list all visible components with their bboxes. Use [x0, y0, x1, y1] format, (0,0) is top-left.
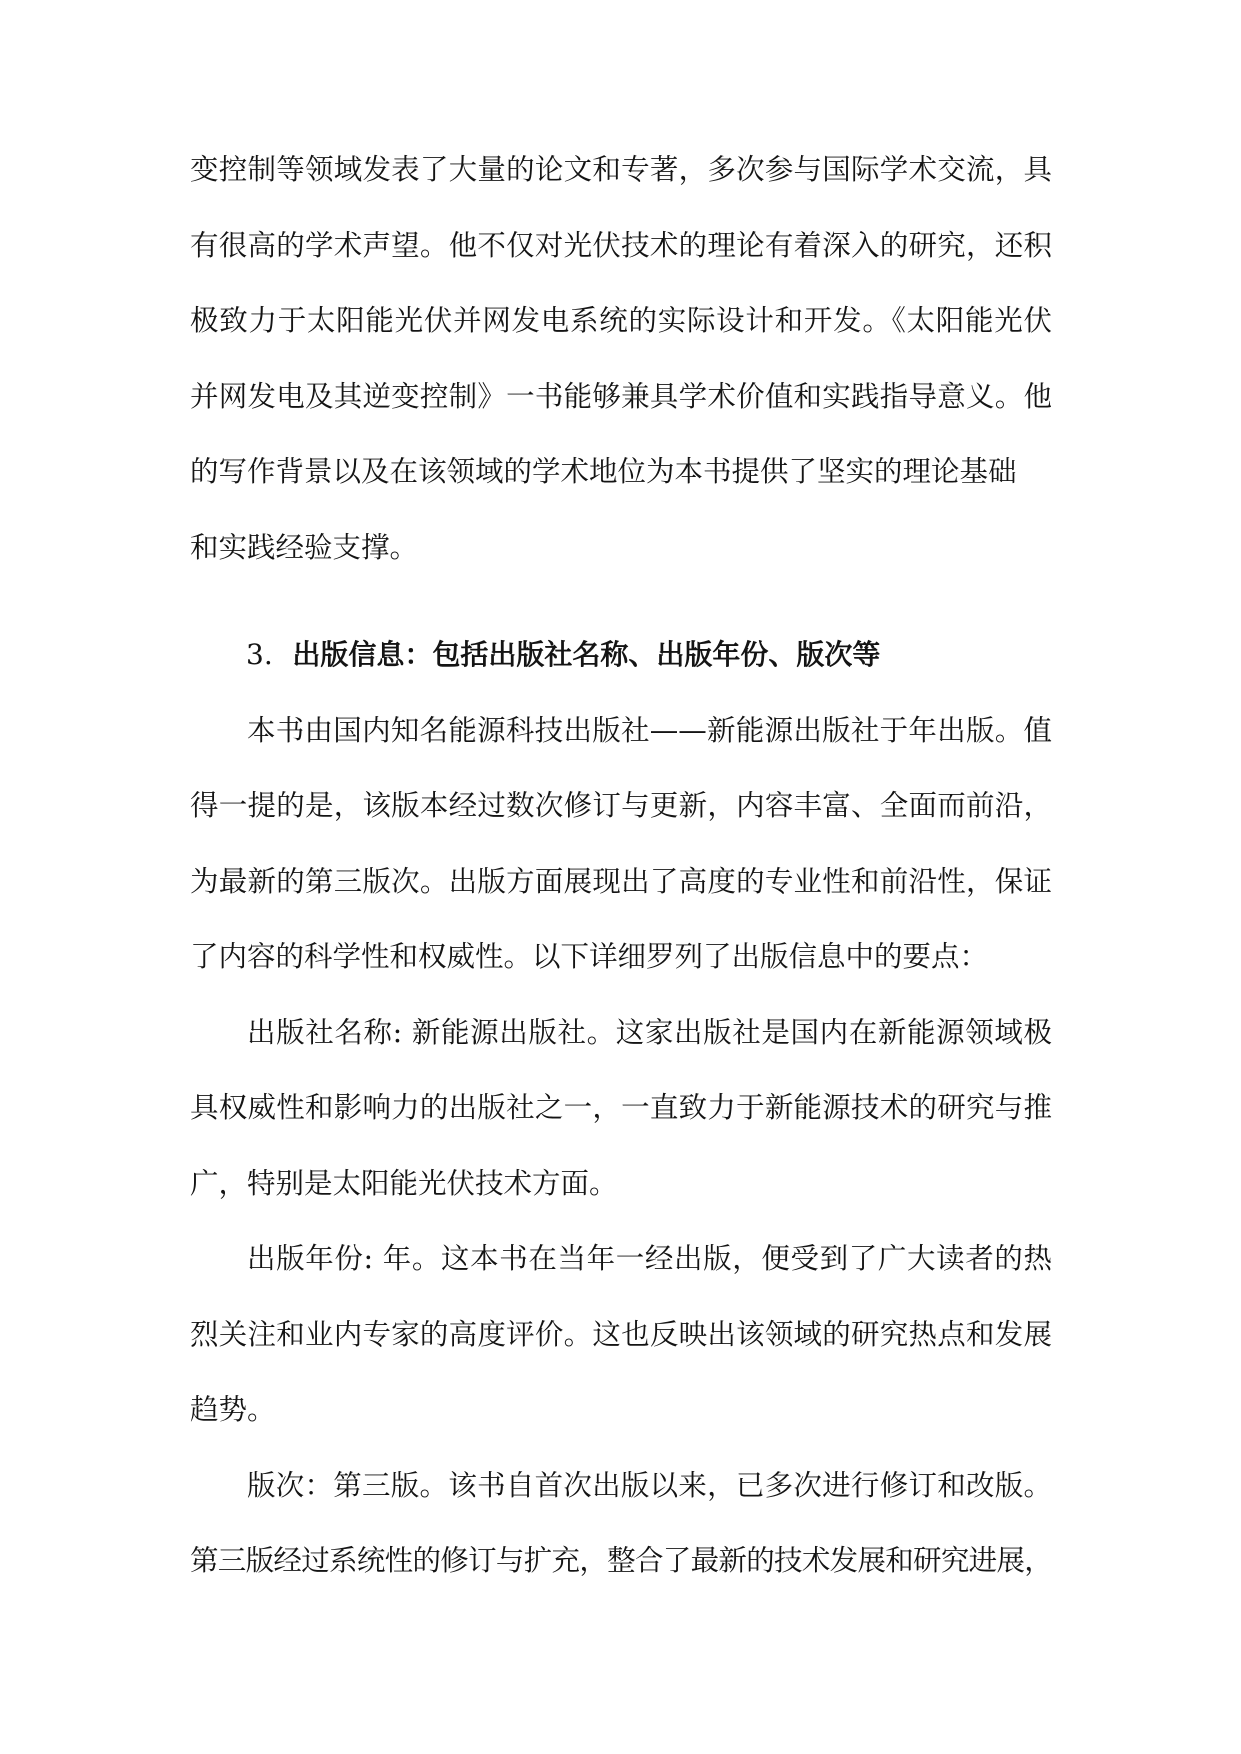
paragraph-line: 变控制等领域发表了大量的论文和专著，多次参与国际学术交流，具: [190, 153, 1052, 186]
paragraph-publisher-name: [190, 995, 1052, 1222]
paragraph-publication-year: [190, 1221, 1052, 1448]
paragraph-line: 为最新的第三版次。出版方面展现出了高度的专业性和前沿性，保证: [190, 864, 1052, 898]
paragraph-line: 第三版经过系统性的修订与扩充，整合了最新的技术发展和研究进展，: [190, 1544, 1052, 1577]
paragraph-line: 版次：第三版。该书自首次出版以来，已多次进行修订和改版。: [247, 1468, 1052, 1502]
paragraph-line: 并网发电及其逆变控制》一书能够兼具学术价值和实践指导意义。他: [190, 379, 1052, 413]
section-heading-number: 3.: [246, 638, 273, 671]
paragraph-line: 有很高的学术声望。他不仅对光伏技术的理论有着深入的研究，还积: [190, 228, 1052, 262]
paragraph-line: 出版年份: 年。这本书在当年一经出版，便受到了广大读者的热: [247, 1242, 1052, 1275]
paragraph-line: 了内容的科学性和权威性。以下详细罗列了出版信息中的要点：: [190, 940, 989, 973]
paragraph-author-background: [190, 132, 1052, 585]
paragraph-line: 和实践经验支撑。: [190, 530, 419, 564]
paragraph-line: 趋势。: [190, 1393, 276, 1426]
paragraph-line: 出版社名称: 新能源出版社。这家出版社是国内在新能源领域极: [247, 1015, 1052, 1049]
document-page: [190, 132, 1052, 1599]
paragraph-line: 极致力于太阳能光伏并网发电系统的实际设计和开发。《太阳能光伏: [190, 304, 1052, 337]
section-heading-title: 出版信息：包括出版社名称、出版年份、版次等: [292, 638, 881, 671]
section-heading: [190, 617, 1052, 693]
paragraph-line: 本书由国内知名能源科技出版社——新能源出版社于年出版。值: [247, 713, 1052, 747]
paragraph-line: 具权威性和影响力的出版社之一，一直致力于新能源技术的研究与推: [190, 1091, 1052, 1124]
paragraph-publication-intro: [190, 693, 1052, 995]
paragraph-edition: [190, 1448, 1052, 1599]
paragraph-line: 广，特别是太阳能光伏技术方面。: [190, 1166, 618, 1200]
paragraph-line: 得一提的是，该版本经过数次修订与更新，内容丰富、全面而前沿，: [190, 789, 1052, 822]
paragraph-line: 的写作背景以及在该领域的学术地位为本书提供了坚实的理论基础: [190, 455, 1017, 488]
paragraph-line: 烈关注和业内专家的高度评价。这也反映出该领域的研究热点和发展: [190, 1317, 1052, 1351]
